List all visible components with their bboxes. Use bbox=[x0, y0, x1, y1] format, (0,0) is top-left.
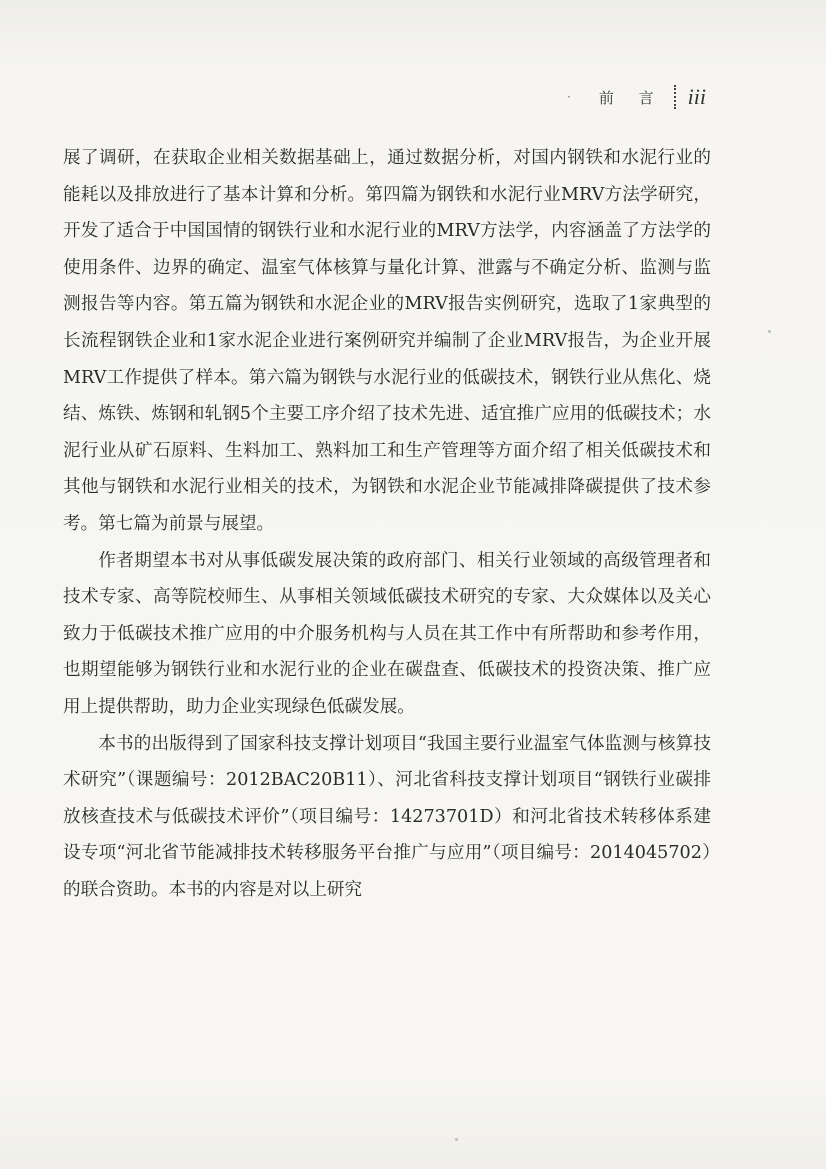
paragraph-expectation: 作者期望本书对从事低碳发展决策的政府部门、相关行业领域的高级管理者和技术专家、高等院校师生、从事相关领域低碳技术研究的专家、大众媒体以及关心致力于低碳技术推广应用的中介服务机构与人员在其工作中有所帮助和参考作用，也期望能够为钢铁行业和水泥行业的企业在碳盘查、低碳技术的投资决策、推广应用上提供帮助，助力企业实现绿色低碳发展。 bbox=[63, 550, 711, 717]
paragraph-funding: 本书的出版得到了国家科技支撑计划项目“我国主要行业温室气体监测与核算技术研究”（课题编号：2012BAC20B11）、河北省科技支撑计划项目“钢铁行业碳排放核查技术与低碳技术评价”（项目编号：14273701D）和河北省技术转移体系建设专项“河北省节能减排技术转移服务平台推广与应用”（项目编号：2014045702）的联合资助。本书的内容是对以上研究 bbox=[63, 733, 711, 900]
header-dot: · bbox=[567, 90, 571, 104]
paragraph-continuation: 展了调研，在获取企业相关数据基础上，通过数据分析，对国内钢铁和水泥行业的能耗以及排放进行了基本计算和分析。第四篇为钢铁和水泥行业MRV方法学研究，开发了适合于中国国情的钢铁行业和水泥行业的MRV方法学，内容涵盖了方法学的使用条件、边界的确定、温室气体核算与量化计算、泄露与不确定分析、监测与监测报告等内容。第五篇为钢铁和水泥企业的MRV报告实例研究，选取了1家典型的长流程钢铁企业和1家水泥企业进行案例研究并编制了企业MRV报告，为企业开展MRV工作提供了样本。第六篇为钢铁与水泥行业的低碳技术，钢铁行业从焦化、烧结、炼铁、炼钢和轧钢5个主要工序介绍了技术先进、适宜推广应用的低碳技术；水泥行业从矿石原料、生料加工、熟料加工和生产管理等方面介绍了相关低碳技术和其他与钢铁和水泥行业相关的技术，为钢铁和水泥企业节能减排降碳提供了技术参考。第七篇为前景与展望。 bbox=[63, 148, 711, 534]
scan-speck bbox=[455, 1138, 458, 1141]
scan-speck bbox=[768, 330, 771, 333]
running-header bbox=[567, 84, 706, 110]
page-number: iii bbox=[687, 84, 706, 109]
section-title: 前 言 bbox=[598, 88, 664, 107]
header-divider bbox=[674, 85, 678, 109]
body-text bbox=[63, 140, 711, 908]
